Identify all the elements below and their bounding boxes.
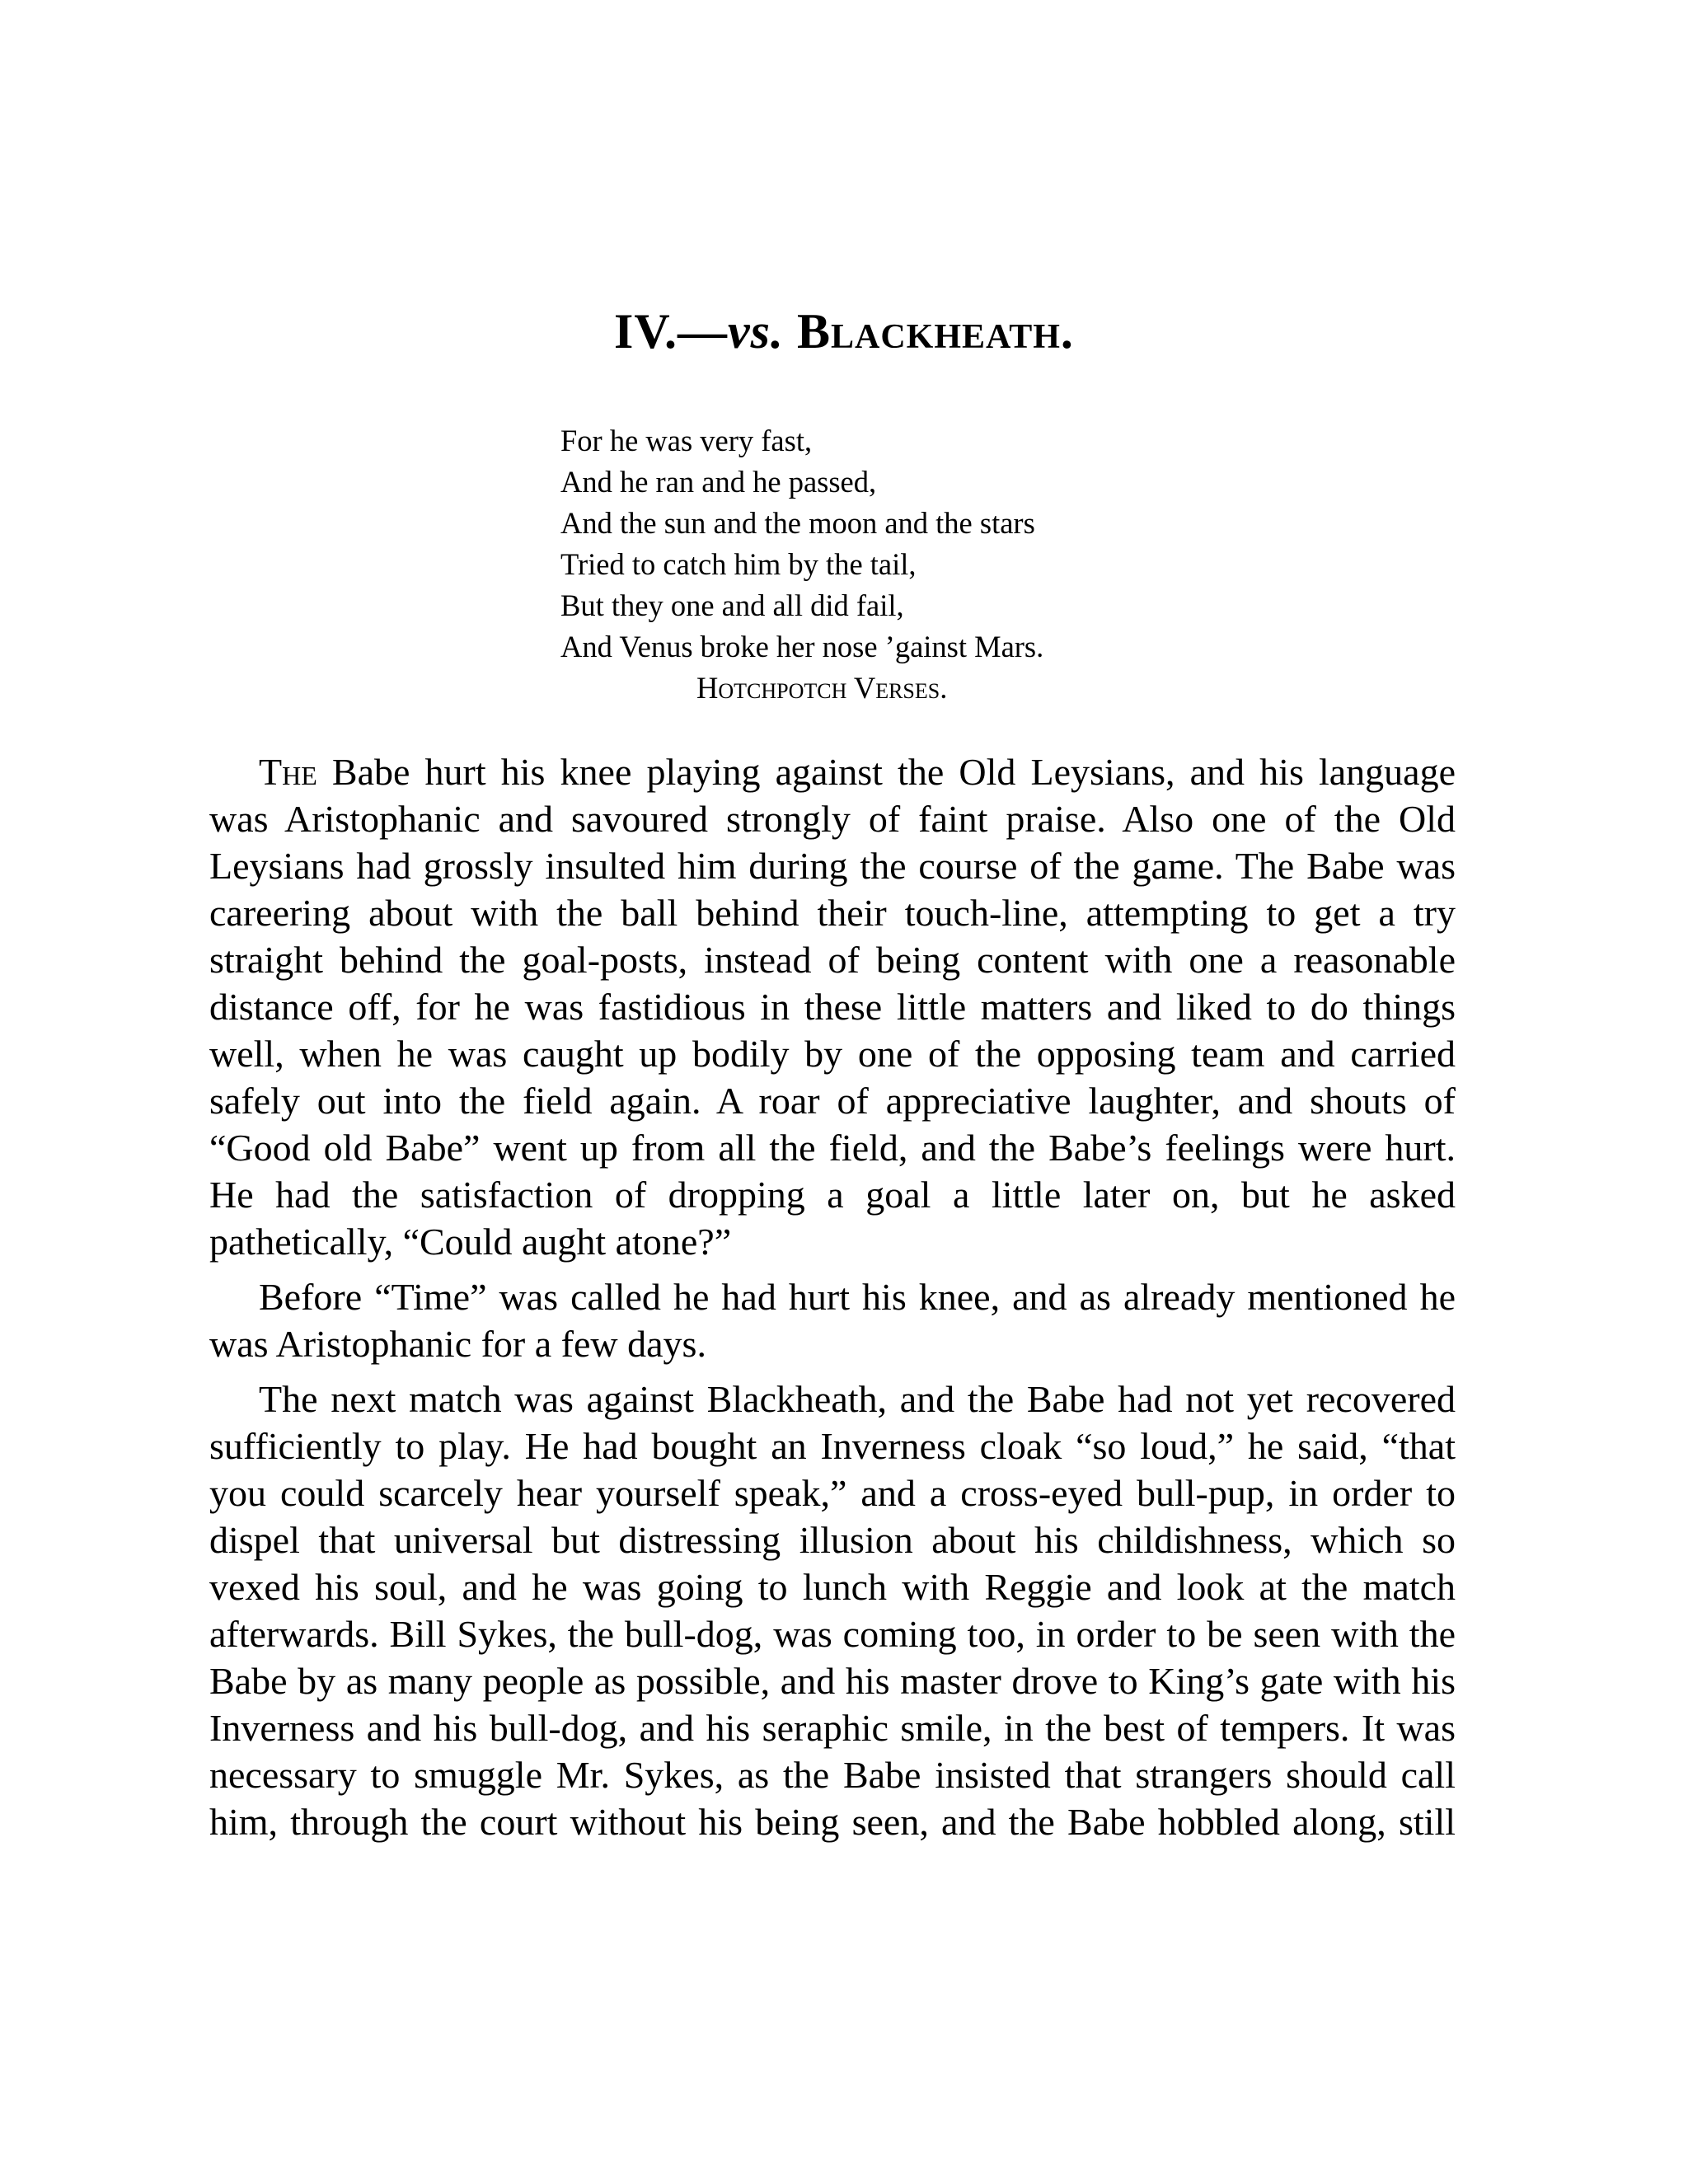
chapter-title bbox=[0, 298, 1688, 364]
body-text bbox=[209, 748, 1456, 1854]
chapter-numeral: IV. bbox=[614, 304, 678, 359]
paragraph-text: The next match was against Blackheath, and the Babe had not yet recovered sufficiently to play. He had bought an Inverness cloak “so loud,” he said, “that you could scarcely hear yourself speak,” and a cross-eyed bull-pup, in order to dispel that universal but distressing illusion about his childishness, which so vexed his soul, and he was going to lunch with Reggie and look at the match afterwards. Bill Sykes, the bull-dog, was coming too, in order to be seen with the Babe by as many people as possible, and his master drove to King’s gate with his Inverness and his bull-dog, and his seraphic smile, in the best of tempers. It was necessary to smuggle Mr. Sykes, as the Babe insisted that strangers should call him, through the court without his being seen, and the Babe hobbled along, still bbox=[209, 1378, 1456, 1843]
paragraph-text: Before “Time” was called he had hurt his knee, and as already mentioned he was Aristophanic for a few days. bbox=[209, 1276, 1456, 1365]
paragraph bbox=[209, 748, 1456, 1265]
paragraph-text: Babe hurt his knee playing against the Old Leysians, and his language was Aristophanic and savoured strongly of faint praise. Also one of the Old Leysians had grossly insulted him during the course of the game. The Babe was careering about with the ball behind their touch-line, attempting to get a try straight behind the goal-posts, instead of being content with one a reasonable distance off, for he was fastidious in these little matters and liked to do things well, when he was caught up bodily by one of the opposing team and carried safely out into the field again. A roar of appreciative laughter, and shouts of “Good old Babe” went up from all the field, and the Babe’s feelings were hurt. He had the satisfaction of dropping a goal a little later on, but he asked pathetically, “Could aught atone?” bbox=[209, 751, 1456, 1263]
paragraph-lead-word: The bbox=[259, 751, 317, 793]
epigraph-line: And the sun and the moon and the stars bbox=[560, 506, 1035, 540]
paragraph bbox=[209, 1376, 1456, 1845]
title-dash: — bbox=[678, 304, 728, 359]
epigraph-line: But they one and all did fail, bbox=[560, 588, 904, 622]
paragraph bbox=[209, 1273, 1456, 1367]
title-vs: vs. bbox=[728, 304, 784, 359]
epigraph-line: And Venus broke her nose ’gainst Mars. bbox=[560, 630, 1044, 663]
epigraph bbox=[560, 420, 1302, 709]
epigraph-line: Tried to catch him by the tail, bbox=[560, 547, 917, 581]
title-opponent: Blackheath. bbox=[796, 304, 1074, 359]
epigraph-line: For he was very fast, bbox=[560, 424, 813, 457]
epigraph-line: And he ran and he passed, bbox=[560, 465, 877, 499]
epigraph-attribution: Hotchpotch Verses. bbox=[696, 671, 948, 705]
